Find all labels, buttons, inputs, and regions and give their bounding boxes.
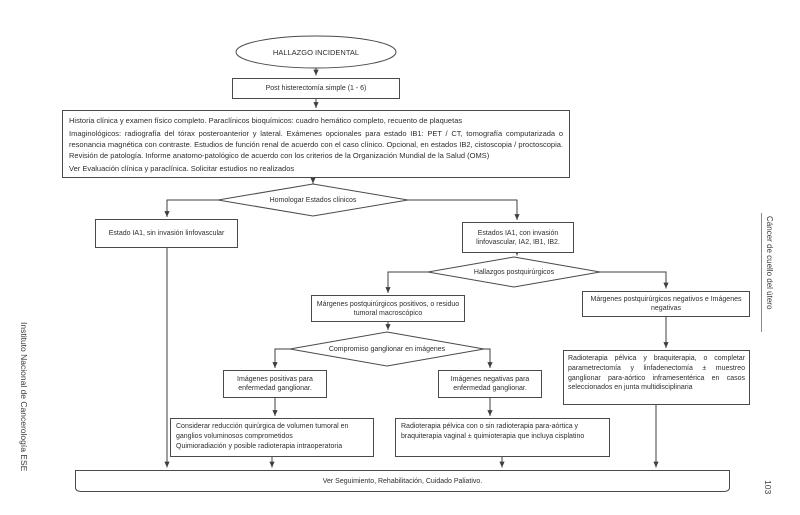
margenes-positivos-box: Márgenes postquirúrgicos positivos, o residuo tumoral macroscópico: [311, 295, 465, 322]
workup-line1: Historia clínica y examen físico completo. Paraclínicos bioquímicos: cuadro hemático completo, recuento de plaquetas: [69, 115, 463, 125]
post-histerectomia-box: Post histerectomía simple (1 - 6): [232, 78, 400, 99]
estado-ia1-sin-box: Estado IA1, sin invasión linfovascular: [95, 219, 238, 248]
decision-hallazgos-label: Hallazgos postquirúrgicos: [473, 268, 555, 276]
imagenes-negativas-box: Imágenes negativas para enfermedad ganglionar.: [438, 370, 542, 398]
seguimiento-bar: Ver Seguimiento, Rehabilitación, Cuidado Paliativo.: [75, 470, 730, 492]
right-margin-title: Cáncer de cuello del útero: [765, 216, 774, 310]
radioterapia-pelvica-box: Radioterapia pélvica con o sin radioterapia para-aórtica y braquiterapia vaginal ± quimioterapia que incluya cisplatino: [395, 418, 610, 457]
radioterapia-braquiterapia-box: Radioterapia pélvica y braquiterapia, o completar parametrectomía y linfadenectomía ± muestreo ganglionar para-aórtico inframesentérica en casos seleccionados en junta multidisciplinaria: [563, 350, 750, 405]
margenes-negativos-box: Márgenes postquirúrgicos negativos e Imágenes negativas: [582, 291, 750, 317]
workup-line2: Imaginológicos: radiografía del tórax posteroanterior y lateral. Exámenes opcionales para estado IB1: PET / CT, tomografía computarizada o resonancia magnética con contraste. Estudios de función renal de acuerdo con el caso clínico. Opcional, en estados IB2, cistoscopia / proctoscopia. Revisión de patología. Informe anatomo-patológico de acuerdo con los criterios de la Organización Mundial de la Salud (OMS): [69, 128, 563, 160]
workup-line3: Ver Evaluación clínica y paraclínica. Solicitar estudios no realizados: [69, 163, 295, 173]
right-margin-rule: [761, 213, 762, 332]
estados-ia1-con-box: Estados IA1, con invasión linfovascular, IA2, IB1, IB2.: [462, 222, 574, 253]
imagenes-positivas-box: Imágenes positivas para enfermedad ganglionar.: [223, 370, 327, 398]
start-node-label: HALLAZGO INCIDENTAL: [272, 47, 360, 57]
considerar-reduccion-line1: Considerar reducción quirúrgica de volumen tumoral en ganglios voluminosos comprometidos: [176, 423, 349, 440]
considerar-reduccion-line2: Quimioradiación y posible radioterapia intraoperatoria: [176, 443, 343, 450]
decision-compromiso-label: Compromiso ganglionar en imágenes: [328, 345, 446, 353]
workup-box: [62, 110, 570, 178]
decision-homologar-label: Homologar Estados clínicos: [269, 196, 357, 204]
considerar-reduccion-box: [170, 418, 374, 457]
page-number: 103: [763, 480, 773, 495]
left-margin-title: Instituto Nacional de Cancerología ESE: [19, 322, 29, 472]
